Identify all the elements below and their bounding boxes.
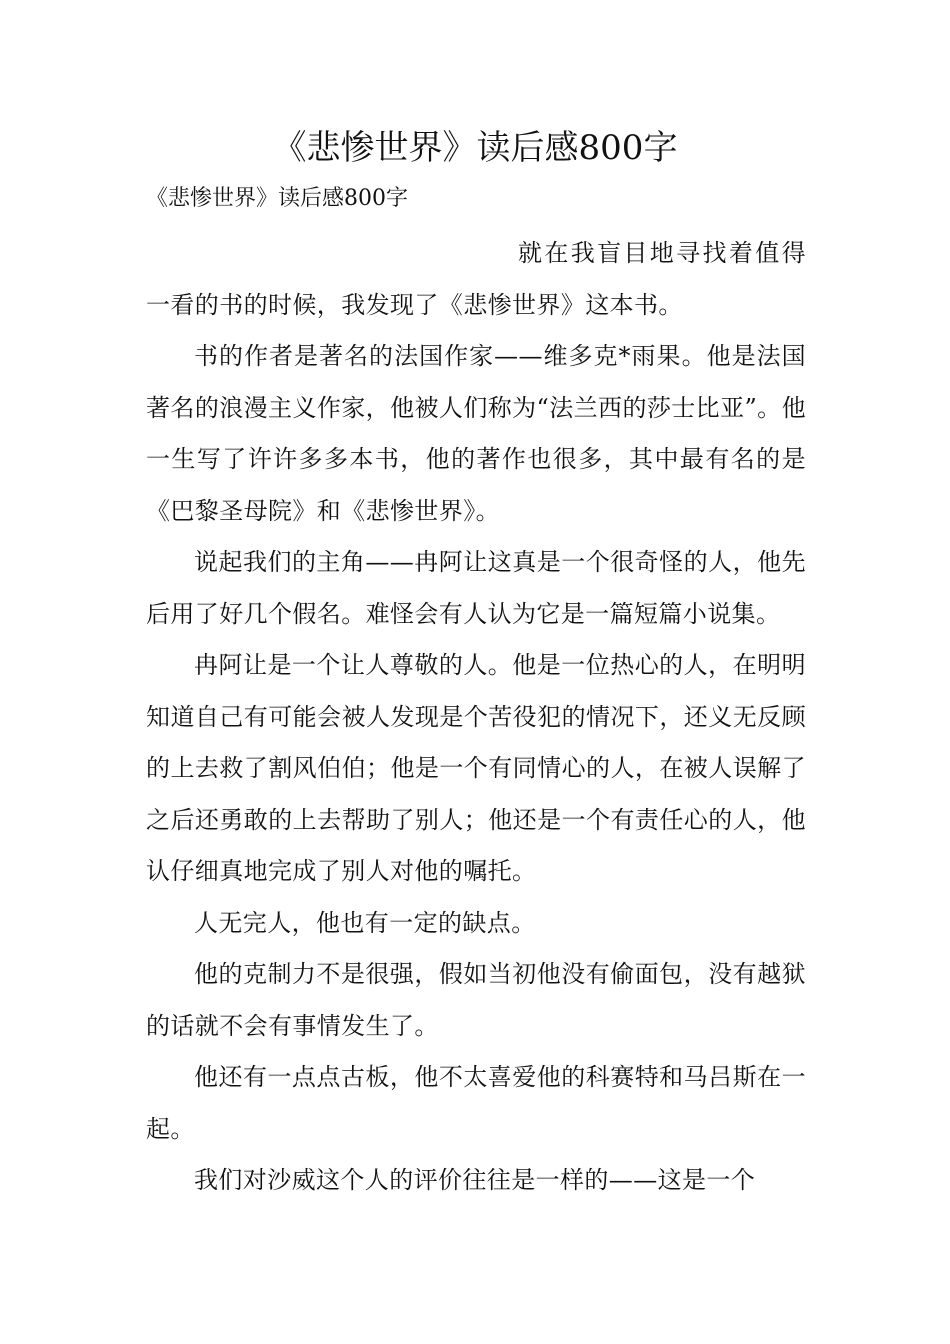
document-body bbox=[146, 228, 806, 1207]
paragraph: 他还有一点点古板，他不太喜爱他的科赛特和马吕斯在一起。 bbox=[146, 1063, 806, 1143]
paragraph: 冉阿让是一个让人尊敬的人。他是一位热心的人，在明明知道自己有可能会被人发现是个苦役犯的情况下，还义无反顾的上去救了割风伯伯；他是一个有同情心的人，在被人误解了之后还勇敢的上去帮助了别人；他还是一个有责任心的人，他认仔细真地完成了别人对他的嘱托。 bbox=[146, 651, 806, 885]
document-subtitle: 《悲惨世界》读后感800字 bbox=[146, 186, 408, 211]
document-title: 《悲惨世界》读后感800字 bbox=[272, 128, 678, 168]
paragraph: 说起我们的主角——冉阿让这真是一个很奇怪的人，他先后用了好几个假名。难怪会有人认为它是一篇短篇小说集。 bbox=[146, 548, 806, 628]
paragraph: 他的克制力不是很强，假如当初他没有偷面包，没有越狱的话就不会有事情发生了。 bbox=[146, 960, 806, 1040]
paragraph: 人无完人，他也有一定的缺点。 bbox=[194, 908, 536, 937]
paragraph: 就在我盲目地寻找着值得一看的书的时候，我发现了《悲惨世界》这本书。 bbox=[146, 239, 806, 319]
paragraph: 书的作者是著名的法国作家——维多克*雨果。他是法国著名的浪漫主义作家，他被人们称为“法兰西的莎士比亚”。他一生写了许许多多本书，他的著作也很多，其中最有名的是《巴黎圣母院》和《悲惨世界》。 bbox=[146, 342, 806, 525]
paragraph: 我们对沙威这个人的评价往往是一样的——这是一个 bbox=[194, 1166, 756, 1194]
